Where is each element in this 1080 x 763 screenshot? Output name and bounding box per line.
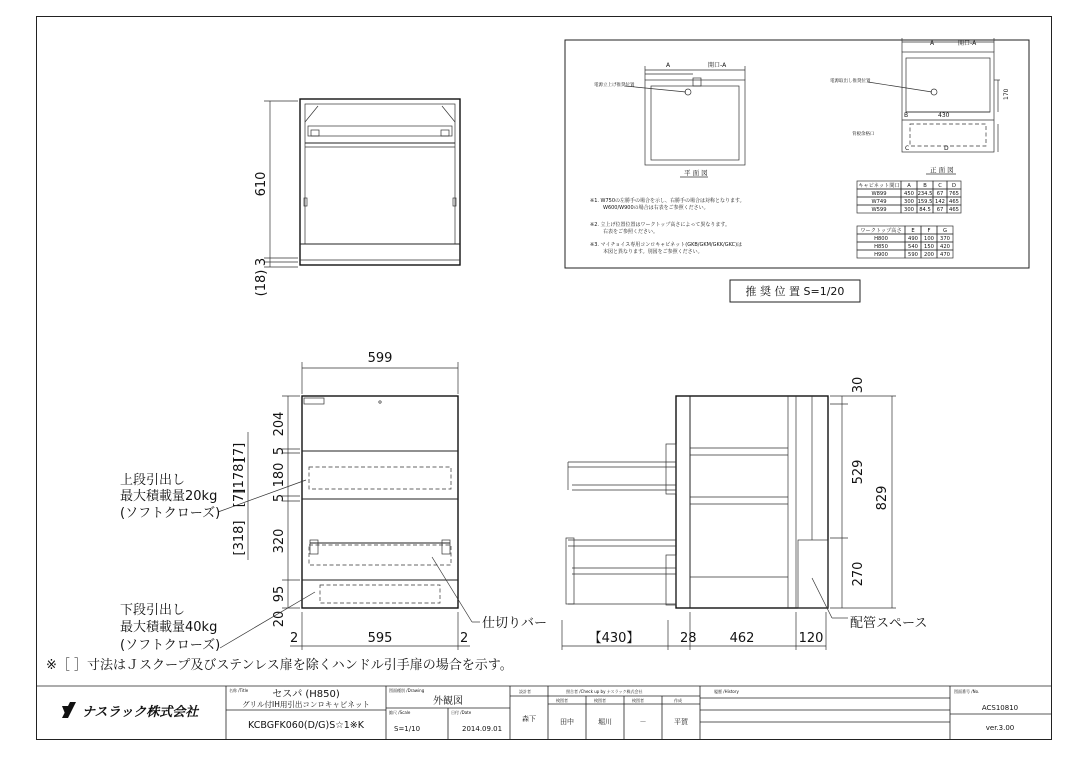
dim-5a: 5 (272, 446, 287, 456)
inset-dim-a: A (666, 62, 671, 69)
company-name: ナスラック株式会社 (82, 705, 199, 720)
title-block (36, 686, 1052, 740)
dim-2a: 2 (290, 631, 299, 646)
inset-dim-a2: A (930, 40, 935, 47)
drawing-number: ACS10810 (981, 704, 1019, 712)
cabinet-table-value: 465 (949, 207, 959, 213)
svg-text:名称 /Title: 名称 /Title (229, 688, 249, 693)
inset-caption: 推 奨 位 置 S=1/20 (745, 285, 845, 298)
inset-label-power-right: 電源取出し推奨位置 (830, 79, 871, 84)
label-lower-3: (ソフトクローズ) (120, 638, 221, 653)
worktop-table-value: 200 (924, 252, 934, 258)
svg-text:W600/W900の場合は右表をご参照ください。: W600/W900の場合は右表をご参照ください。 (603, 205, 709, 211)
svg-text:日付 /Date: 日付 /Date (451, 710, 472, 715)
dim-595: 595 (367, 631, 393, 646)
model-number: KCBGFK060(D/G)S☆1※K (248, 720, 364, 731)
svg-text:設計者: 設計者 (519, 689, 531, 694)
series-name: セスパ (H850) (272, 689, 340, 700)
bracket-note: ※［ ］寸法はＪスクープ及びステンレス扉を除くハンドル引手扉の場合を示す。 (46, 658, 513, 673)
cabinet-table-value: W899 (871, 191, 887, 197)
label-upper-3: (ソフトクローズ) (120, 506, 221, 521)
label-lower-1: 下段引出し (120, 603, 186, 618)
inset-dim-430: 430 (938, 112, 950, 119)
dim-3: 3 (254, 257, 269, 267)
inset-dim-d: D (944, 145, 949, 152)
worktop-table-header: ワークトップ高さ (860, 228, 902, 234)
cabinet-table-value: 67 (936, 191, 944, 197)
inset-notes (590, 197, 745, 255)
dim-bracket-318: [318] (232, 520, 247, 556)
dim-599: 599 (367, 351, 393, 366)
svg-text:検図者: 検図者 (556, 698, 568, 703)
svg-text:検図者: 検図者 (632, 698, 644, 703)
svg-text:照合者 /Check up by ナスラック株式会社: 照合者 /Check up by ナスラック株式会社 (566, 689, 643, 694)
dim-bracket-178: [178] (232, 458, 247, 494)
svg-text:※3. マイチョイス専用コンロキャビネット(GKB/GKM/: ※3. マイチョイス専用コンロキャビネット(GKB/GKM/GKK/GKC)は (590, 242, 743, 248)
worktop-table-value: 370 (940, 236, 950, 242)
inset-elev-label: 正 面 図 (930, 166, 954, 174)
date-value: 2014.09.01 (462, 725, 503, 733)
scale-value: S=1/10 (394, 725, 421, 733)
dim-529: 529 (851, 459, 866, 485)
cabinet-table-value: 300 (904, 207, 914, 213)
cabinet-table-value: 450 (904, 191, 914, 197)
cabinet-table-header: B (923, 183, 927, 189)
dim-bracket-7b: [7] (232, 488, 247, 508)
label-upper-2: 最大積載量20kg (120, 489, 218, 504)
dim-204: 204 (272, 411, 287, 437)
worktop-table-value: 590 (908, 252, 918, 258)
inset-table-worktop (857, 226, 953, 258)
cabinet-table-value: 142 (935, 199, 945, 205)
dim-320: 320 (272, 528, 287, 554)
designer-value: 森下 (522, 715, 536, 723)
dim-829: 829 (875, 485, 890, 511)
front-view-top (254, 99, 460, 296)
cabinet-table-value: 84.5 (919, 207, 931, 213)
svg-text:作成: 作成 (674, 698, 682, 703)
worktop-table-value: 490 (908, 236, 918, 242)
cabinet-table-value: W599 (871, 207, 887, 213)
worktop-table-value: H800 (874, 236, 888, 242)
cabinet-table-header: C (938, 183, 942, 189)
cabinet-table-header: キャビネット間口 (858, 183, 900, 189)
dim-5b: 5 (272, 493, 287, 503)
worktop-table-value: 100 (924, 236, 934, 242)
version: ver.3.00 (985, 724, 1015, 732)
dim-430-side: 【430】 (588, 631, 640, 646)
svg-text:本図と異なります。別図をご参照ください。: 本図と異なります。別図をご参照ください。 (603, 249, 703, 255)
dim-95: 95 (272, 585, 287, 603)
svg-text:検図者: 検図者 (594, 698, 606, 703)
checker-4: 平賀 (674, 718, 688, 726)
inset-opening-left: 開口-A (708, 62, 727, 69)
side-view (562, 377, 927, 650)
dim-610: 610 (254, 171, 269, 197)
cabinet-table-value: 67 (936, 207, 944, 213)
cabinet-table-value: W749 (871, 199, 887, 205)
cabinet-table-value: 300 (904, 199, 914, 205)
svg-text:右表をご参照ください。: 右表をご参照ください。 (603, 229, 659, 235)
cabinet-table-value: 465 (949, 199, 959, 205)
worktop-table-value: 150 (924, 244, 934, 250)
dim-18: (18) (254, 269, 269, 297)
cabinet-table-header: D (952, 183, 956, 189)
svg-text:履歴 /History: 履歴 /History (714, 689, 739, 694)
dim-28: 28 (680, 631, 697, 646)
inset-panel (565, 38, 1029, 302)
checker-3: － (639, 718, 647, 726)
worktop-table-value: H900 (874, 252, 888, 258)
inset-plan-label: 平 面 図 (684, 169, 708, 177)
label-upper-1: 上段引出し (120, 473, 186, 488)
svg-text:※2. 立上げ位置位置はワークトップ高さによって異なります。: ※2. 立上げ位置位置はワークトップ高さによって異なります。 (590, 222, 731, 228)
cabinet-table-value: 159.5 (917, 199, 933, 205)
checker-1: 田中 (560, 718, 574, 726)
dim-120: 120 (798, 631, 824, 646)
svg-text:図面種別 /Drawing: 図面種別 /Drawing (389, 688, 425, 693)
worktop-table-header: F (927, 228, 931, 234)
label-lower-2: 最大積載量40kg (120, 620, 218, 635)
svg-text:縮尺 /Scale: 縮尺 /Scale (389, 710, 411, 715)
worktop-table-value: H850 (874, 244, 888, 250)
product-name: グリル付IH用引出コンロキャビネット (242, 700, 370, 709)
svg-text:図面番号 /No.: 図面番号 /No. (954, 689, 980, 694)
worktop-table-header: G (942, 228, 948, 234)
dim-30: 30 (851, 376, 866, 394)
company-logo (62, 702, 200, 720)
dim-270: 270 (851, 561, 866, 587)
checker-2: 堀川 (598, 718, 612, 726)
svg-text:※1. W750の左勝手の場合を示し、右勝手の場合は対称とな: ※1. W750の左勝手の場合を示し、右勝手の場合は対称となります。 (590, 198, 745, 204)
dim-20: 20 (272, 610, 287, 628)
inset-label-back: 背板余格口 (852, 132, 875, 137)
inset-table-cabinet (857, 181, 961, 213)
dim-2b: 2 (460, 631, 469, 646)
inset-opening-right: 開口-A (958, 40, 977, 47)
label-pipe-space: 配管スペース (850, 616, 928, 631)
cabinet-table-value: 765 (949, 191, 959, 197)
worktop-table-header: E (911, 228, 915, 234)
drawing-type: 外観図 (433, 696, 463, 707)
cabinet-table-value: 234.5 (917, 191, 933, 197)
label-partition: 仕切りバー (482, 616, 548, 631)
dim-bracket-7a: [7] (232, 442, 247, 462)
front-view-main (120, 351, 547, 653)
dim-462: 462 (729, 631, 755, 646)
inset-label-power-left: 電源立上げ推奨位置 (594, 83, 635, 88)
inset-dim-170: 170 (1003, 88, 1010, 100)
worktop-table-value: 470 (940, 252, 950, 258)
cabinet-table-header: A (907, 183, 911, 189)
inset-dim-c: C (905, 145, 910, 152)
dim-180: 180 (272, 462, 287, 488)
inset-dim-b: B (904, 112, 909, 119)
worktop-table-value: 420 (940, 244, 950, 250)
worktop-table-value: 540 (908, 244, 918, 250)
